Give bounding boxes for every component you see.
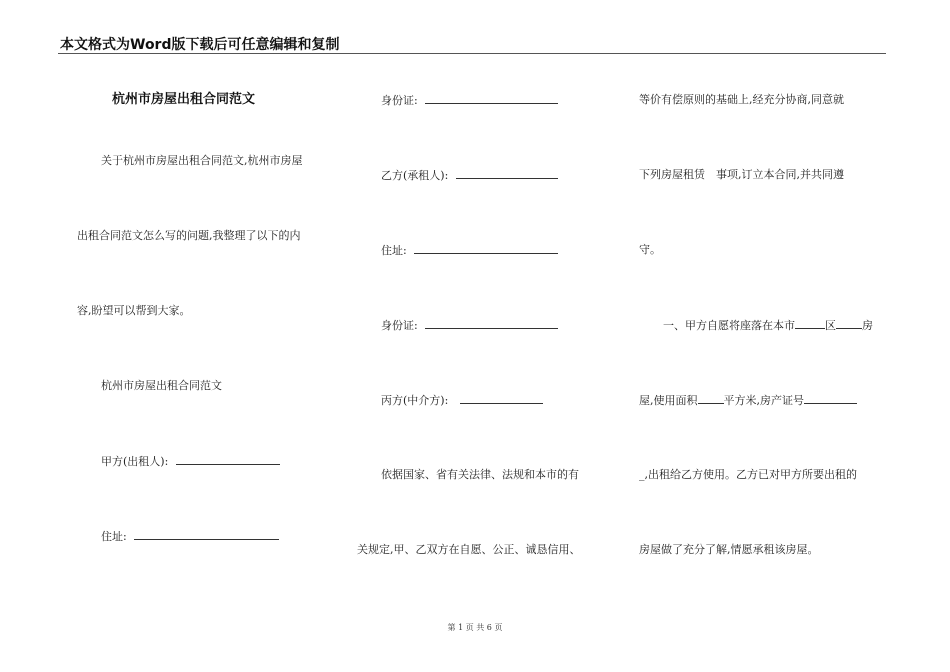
party-b-blank bbox=[456, 168, 558, 179]
party-a-label: 甲方(出租人): bbox=[101, 455, 169, 468]
id-b-blank bbox=[425, 318, 558, 329]
id-b-label: 身份证: bbox=[381, 319, 418, 332]
clause1-line-3-text-b: ,出租给乙方使用。乙方已对甲方所要出租的 bbox=[644, 468, 857, 481]
intro-line-3: 容,盼望可以帮到大家。 bbox=[77, 304, 191, 317]
principle-line-3: 守。 bbox=[639, 243, 661, 256]
party-b-line bbox=[381, 168, 558, 183]
party-c-label: 丙方(中介方): bbox=[381, 394, 449, 407]
header-rule bbox=[58, 53, 886, 54]
certificate-blank bbox=[804, 393, 857, 404]
clause1-line-3 bbox=[639, 468, 857, 482]
clause1-line-1 bbox=[663, 318, 873, 333]
id-b-line bbox=[381, 318, 558, 333]
clause1-line-3-text-a: _ bbox=[639, 468, 645, 481]
party-c-blank bbox=[460, 393, 543, 404]
party-a-line bbox=[101, 454, 280, 469]
clause1-line-1-text-c: 房 bbox=[862, 319, 873, 332]
basis-line-1: 依据国家、省有关法律、法规和本市的有 bbox=[381, 468, 579, 481]
address-b-blank bbox=[414, 243, 558, 254]
clause1-line-4: 房屋做了充分了解,情愿承租该房屋。 bbox=[639, 543, 819, 556]
party-c-line bbox=[381, 393, 543, 408]
address-a-label: 住址: bbox=[101, 530, 127, 543]
address-a-blank bbox=[134, 529, 279, 540]
district-blank bbox=[795, 318, 825, 329]
document-title: 杭州市房屋出租合同范文 bbox=[112, 92, 256, 107]
address-a-line bbox=[101, 529, 279, 544]
clause1-line-1-text-b: 区 bbox=[825, 319, 836, 332]
id-a-line bbox=[381, 93, 558, 108]
id-a-label: 身份证: bbox=[381, 94, 418, 107]
page-number: 第 1 页 共 6 页 bbox=[447, 623, 503, 632]
clause1-line-2-text-b: 平方米,房产证号 bbox=[723, 394, 804, 407]
principle-line-2: 下列房屋租赁 事项,订立本合同,并共同遵 bbox=[639, 168, 844, 181]
intro-line-1: 关于杭州市房屋出租合同范文,杭州市房屋 bbox=[101, 154, 303, 167]
address-b-line bbox=[381, 243, 558, 258]
id-a-blank bbox=[425, 93, 558, 104]
party-a-blank bbox=[176, 454, 280, 465]
clause1-line-2-text-a: 屋,使用面积 bbox=[639, 394, 698, 407]
principle-line-1: 等价有偿原则的基础上,经充分协商,同意就 bbox=[639, 93, 844, 106]
clause1-line-1-text-a: 一、甲方自愿将座落在本市 bbox=[663, 319, 795, 332]
house-blank bbox=[836, 318, 862, 329]
area-blank bbox=[698, 393, 724, 404]
subtitle: 杭州市房屋出租合同范文 bbox=[101, 379, 222, 392]
intro-line-2: 出租合同范文怎么写的问题,我整理了以下的内 bbox=[77, 229, 301, 242]
clause1-line-2 bbox=[639, 393, 857, 408]
basis-line-2: 关规定,甲、乙双方在自愿、公正、诚恳信用、 bbox=[357, 543, 581, 556]
party-b-label: 乙方(承租人): bbox=[381, 169, 449, 182]
download-banner: 本文格式为Word版下载后可任意编辑和复制 bbox=[60, 37, 340, 53]
address-b-label: 住址: bbox=[381, 244, 407, 257]
